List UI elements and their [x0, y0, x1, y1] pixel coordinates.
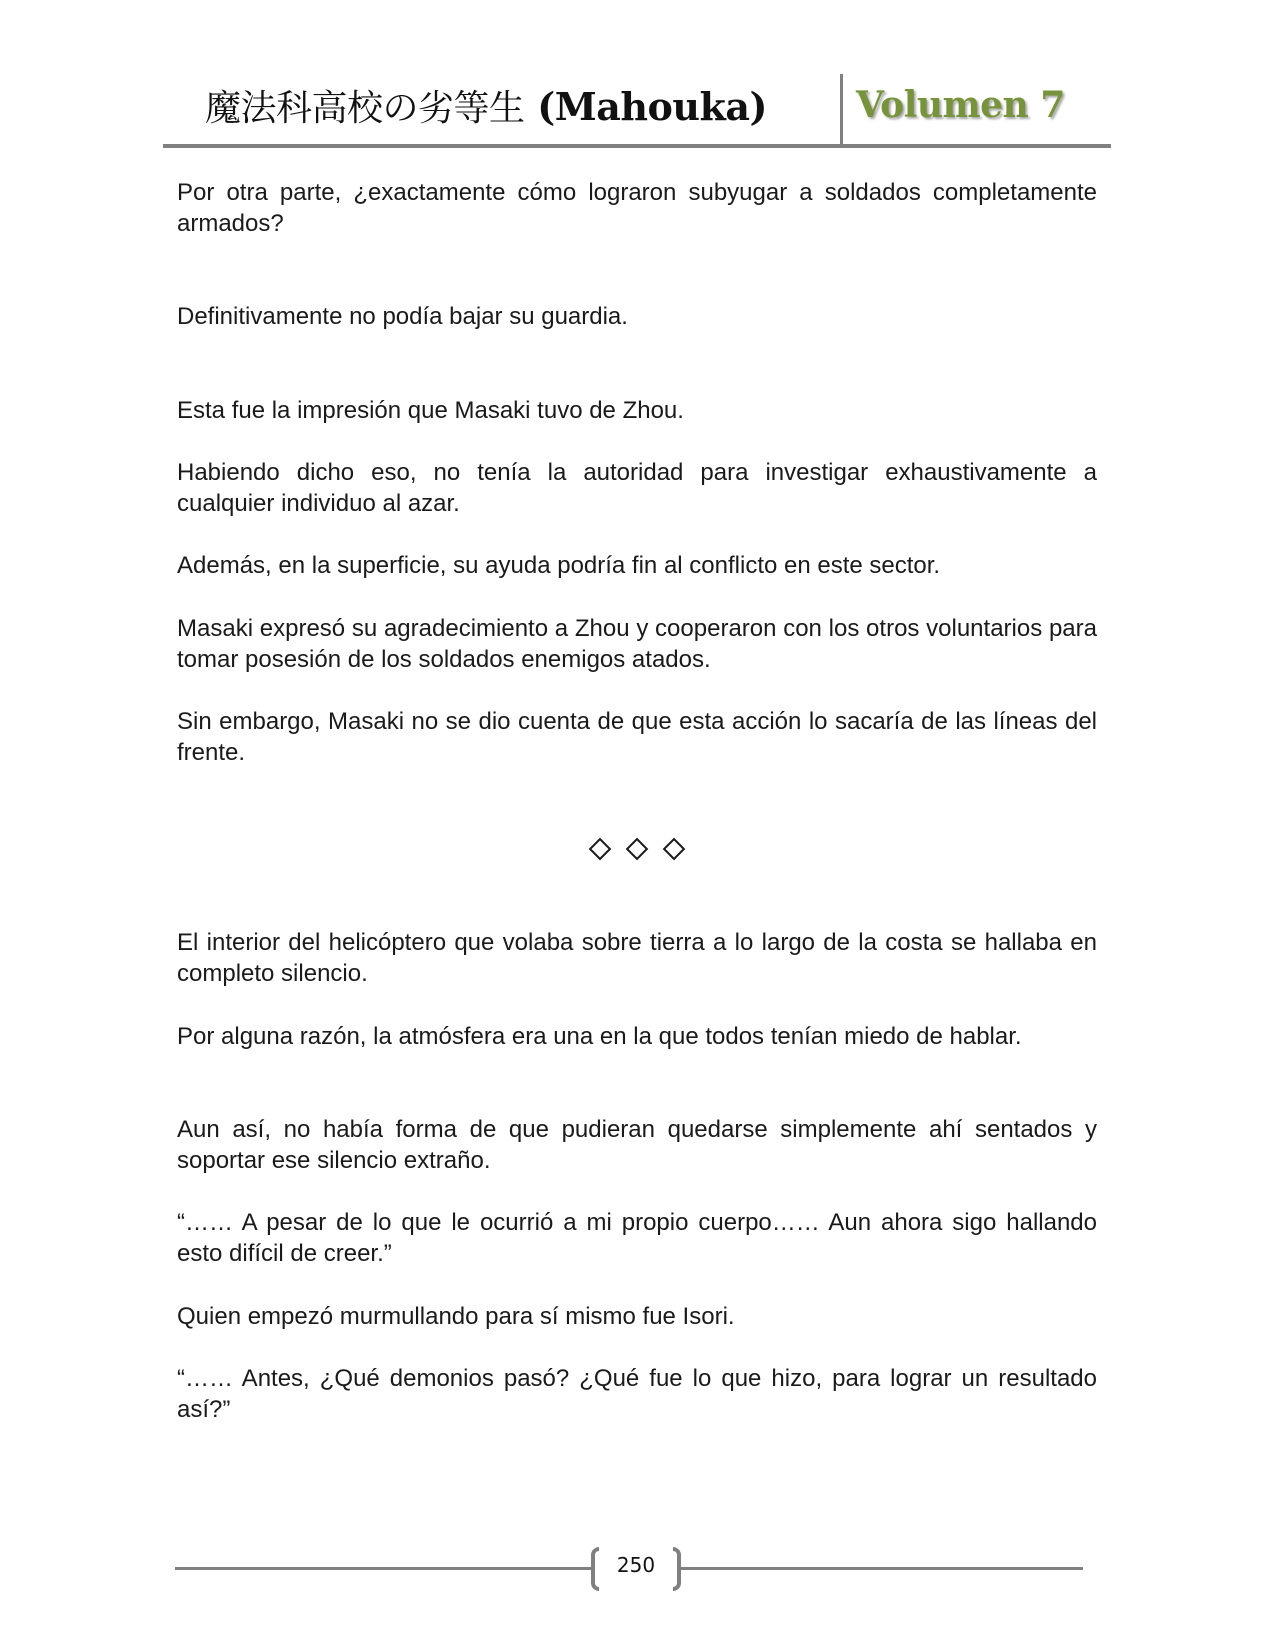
paragraph: Masaki expresó su agradecimiento a Zhou y cooperaron con los otros voluntarios para tomar posesión de los soldados enemigos atados. — [177, 615, 1097, 673]
paragraph: “…… A pesar de lo que le ocurrió a mi propio cuerpo…… Aun ahora sigo hallando esto difícil de creer.” — [177, 1209, 1097, 1267]
paragraph: Habiendo dicho eso, no tenía la autoridad para investigar exhaustivamente a cualquier individuo al azar. — [177, 459, 1097, 517]
paragraph: Además, en la superficie, su ayuda podría fin al conflicto en este sector. — [177, 552, 941, 579]
left-bracket-icon — [591, 1547, 599, 1591]
footer-rule-left — [175, 1567, 593, 1570]
paragraph: Por alguna razón, la atmósfera era una en la que todos tenían miedo de hablar. — [177, 1023, 1022, 1050]
book-title-english: (Mahouka) — [537, 84, 767, 129]
paragraph: Quien empezó murmullando para sí mismo fue Isori. — [177, 1303, 735, 1330]
paragraph: Por otra parte, ¿exactamente cómo lograron subyugar a soldados completamente armados? — [177, 179, 1097, 237]
diamond-outline-icon — [663, 838, 686, 861]
book-title — [205, 80, 767, 131]
footer-rule-right — [680, 1567, 1083, 1570]
paragraph: Aun así, no había forma de que pudieran quedarse simplemente ahí sentados y soportar ese silencio extraño. — [177, 1116, 1097, 1174]
paragraph: Esta fue la impresión que Masaki tuvo de Zhou. — [177, 397, 684, 424]
scene-break — [587, 834, 687, 864]
diamond-outline-icon — [626, 838, 649, 861]
book-title-japanese: 魔法科高校の劣等生 — [205, 88, 525, 129]
paragraph: Definitivamente no podía bajar su guardia. — [177, 303, 628, 330]
volume-label: Volumen 7 — [856, 84, 1065, 126]
diamond-outline-icon — [589, 838, 612, 861]
paragraph: El interior del helicóptero que volaba sobre tierra a lo largo de la costa se hallaba en completo silencio. — [177, 929, 1097, 987]
paragraph: “…… Antes, ¿Qué demonios pasó? ¿Qué fue lo que hizo, para lograr un resultado así?” — [177, 1365, 1097, 1423]
paragraph: Sin embargo, Masaki no se dio cuenta de que esta acción lo sacaría de las líneas del frente. — [177, 708, 1097, 766]
header-rule — [163, 144, 1111, 148]
header-divider — [840, 74, 843, 146]
page-number: 250 — [616, 1553, 656, 1577]
